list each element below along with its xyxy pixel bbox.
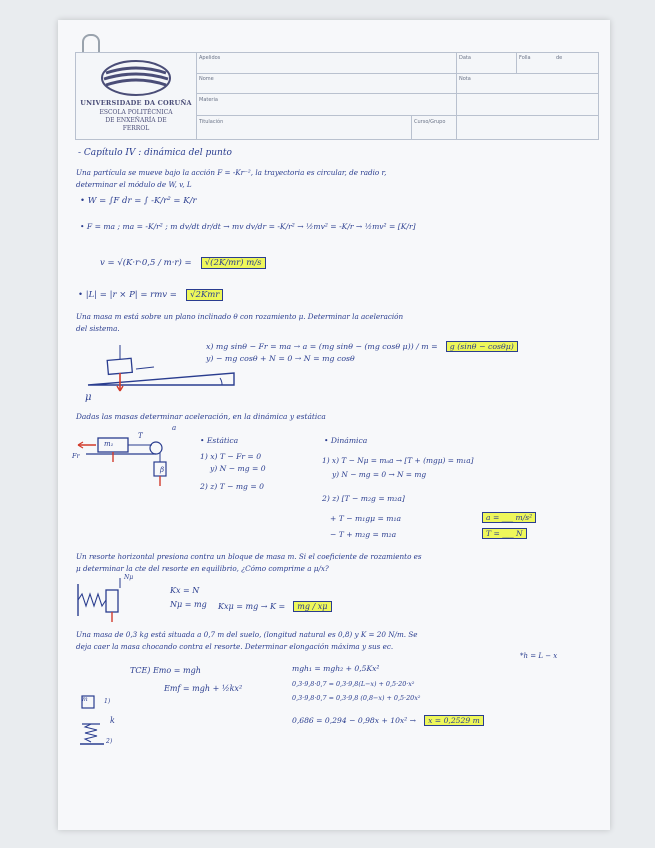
spring-eq-3 [218,594,332,613]
problem-3-title: Dadas las masas determinar aceleración, en la dinámica y estática [76,412,326,421]
spring-eq-2: Nμ = mg [170,600,207,609]
incline-x-equation [206,334,518,353]
position-2-label: 2) [106,738,113,745]
problem-4-line-2: μ determinar la cte del resorte en equilibrio, ¿Cómo comprime a μ/x? [76,564,329,573]
energy-eq-4 [292,708,484,727]
system-eq-a: + T − m₁gμ = m₁a [330,514,402,523]
problem-1-line-1: Una partícula se mueve bajo la acción F = -Kr⁻², la trayectoria es circular, de radio r, [76,168,387,177]
system-eq-b: − T + m₂g = m₂a [330,530,397,539]
answer-acceleration-box: a = ___ m/s² [482,512,536,523]
static-eq-2: 2) z) T − mg = 0 [200,482,264,491]
logo-line-3: DE ENXEÑARÍA DE [105,117,167,124]
angular-momentum-equation [78,282,223,301]
logo-line-4: FERROL [122,125,150,132]
field-row-apelidos [196,53,598,74]
velocity-equation [100,250,266,269]
dynamic-eq-1a: 1) x) T − Nμ = mₐa → [T + (mgμ) = m₁a] [322,456,474,465]
problem-5-line-1: Una masa de 0,3 kg está situada a 0,7 m del suelo, (longitud natural es 0,8) y K = 20 N/m. Se [76,630,418,639]
field-row-materia [196,93,598,116]
energy-final: Emf = mgh + ½kx² [164,684,243,693]
spring-constant-box: mg / xμ [293,601,331,612]
problem-2-line-1: Una masa m está sobre un plano inclinado θ con rozamiento μ. Determinar la aceleración [76,312,404,321]
problem-4-line-1: Un resorte horizontal presiona contra un bloque de masa m. Si el coeficiente de rozamiento es [76,552,422,561]
university-logo-icon [100,59,172,97]
velocity-answer-box: √(2K/mr) m/s [201,257,266,269]
energy-initial: TCE) Emo = mgh [130,666,201,675]
dynamic-eq-1b: y) N − mg = 0 → N = mg [332,470,427,479]
field-row-nome [196,73,598,94]
position-1-label: 1) [104,698,111,705]
static-eq-1a: 1) x) T − Fr = 0 [200,452,262,461]
spring-eq-3-left: Kxμ = mg → K = [218,602,286,611]
field-separator [516,53,517,73]
logo-line-1: UNIVERSIDADE DA CORUÑA [80,99,192,107]
logo-line-2: ESCOLA POLITÉCNICA [99,109,173,116]
chapter-title: - Capítulo IV : dinámica del punto [78,148,232,158]
dynamic-title: • Dinámica [324,436,368,445]
energy-eq-2: 0,3·9,8·0,7 = 0,3·9,8(L−x) + 0,5·20·x² [292,680,415,688]
field-label-materia: Materia [199,97,218,103]
mu-label: μ [85,392,92,403]
field-label-nome: Nome [199,76,214,82]
incline-acceleration-box: g (sinθ − cosθμ) [446,341,518,352]
friction-label: Fr [72,452,80,460]
incline-x-left: x) mg sinθ − Fr = ma → a = (mg sinθ − (mg cosθ μ)) / m = [206,342,438,351]
university-logo-block [76,53,197,139]
spring-k-label: k [110,716,115,725]
energy-eq-1: mgh₁ = mgh₂ + 0,5Kx² [292,664,380,673]
spring-block-diagram [74,578,144,622]
energy-eq-4-left: 0,686 = 0,294 − 0,98x + 10x² → [292,716,417,725]
static-title: • Estática [200,436,239,445]
height-relation: *h = L − x [520,652,558,660]
normal-friction-label: Nμ [124,574,134,581]
falling-mass-label: m [82,696,88,703]
pulley-diagram [76,432,176,492]
field-label-curso-grupo: Curso/Grupo [414,119,446,125]
field-label-de: de [556,55,563,61]
field-separator [411,115,412,139]
field-label-data: Data [459,55,471,61]
field-label-titulacion: Titulación [199,119,224,125]
answer-tension-box: T = ___ N [482,528,527,539]
problem-2-line-2: del sistema. [76,324,120,333]
field-label-folla: Folla [519,55,531,61]
field-label-nota: Nota [459,76,471,82]
spring-eq-1: Kx = N [170,586,200,595]
exam-header [75,52,599,140]
work-equation: • W = ∫F dr = ∫ -K/r² = K/r [80,196,197,206]
dynamic-eq-2: 2) z) [T − m₂g = m₂a] [322,494,405,503]
incline-y-equation: y) − mg cosθ + N = 0 → N = mg cosθ [206,354,355,363]
angular-momentum-left: • |L| = |r × P| = rmv = [78,290,177,300]
angular-momentum-answer-box: √2Kmr [186,289,223,301]
problem-5-line-2: deja caer la masa chocando contra el resorte. Determinar elongación máxima y sus ec. [76,642,394,651]
tension-label: T [138,432,143,440]
static-eq-1b: y) N − mg = 0 [210,464,266,473]
elongation-answer-box: x = 0,2529 m [424,715,484,726]
mass-beta-label: β [160,466,165,474]
force-equation: • F = ma ; ma = -K/r² ; m dv/dt dr/dt → mv dv/dr = -K/r² → ½mv² = -K/r → ½mv² = [K/r] [80,222,416,231]
field-label-apelidos: Apelidos [199,55,221,61]
mass-1-label: m₁ [104,440,114,448]
problem-1-line-2: determinar el módulo de W, v, L [76,180,192,189]
energy-eq-3: 0,3·9,8·0,7 = 0,3·9,8 (0,8−x) + 0,5·20x² [292,694,421,702]
acceleration-label: a [172,424,177,432]
velocity-equation-left: v = √(K·r·0,5 / m·r) = [100,258,192,268]
